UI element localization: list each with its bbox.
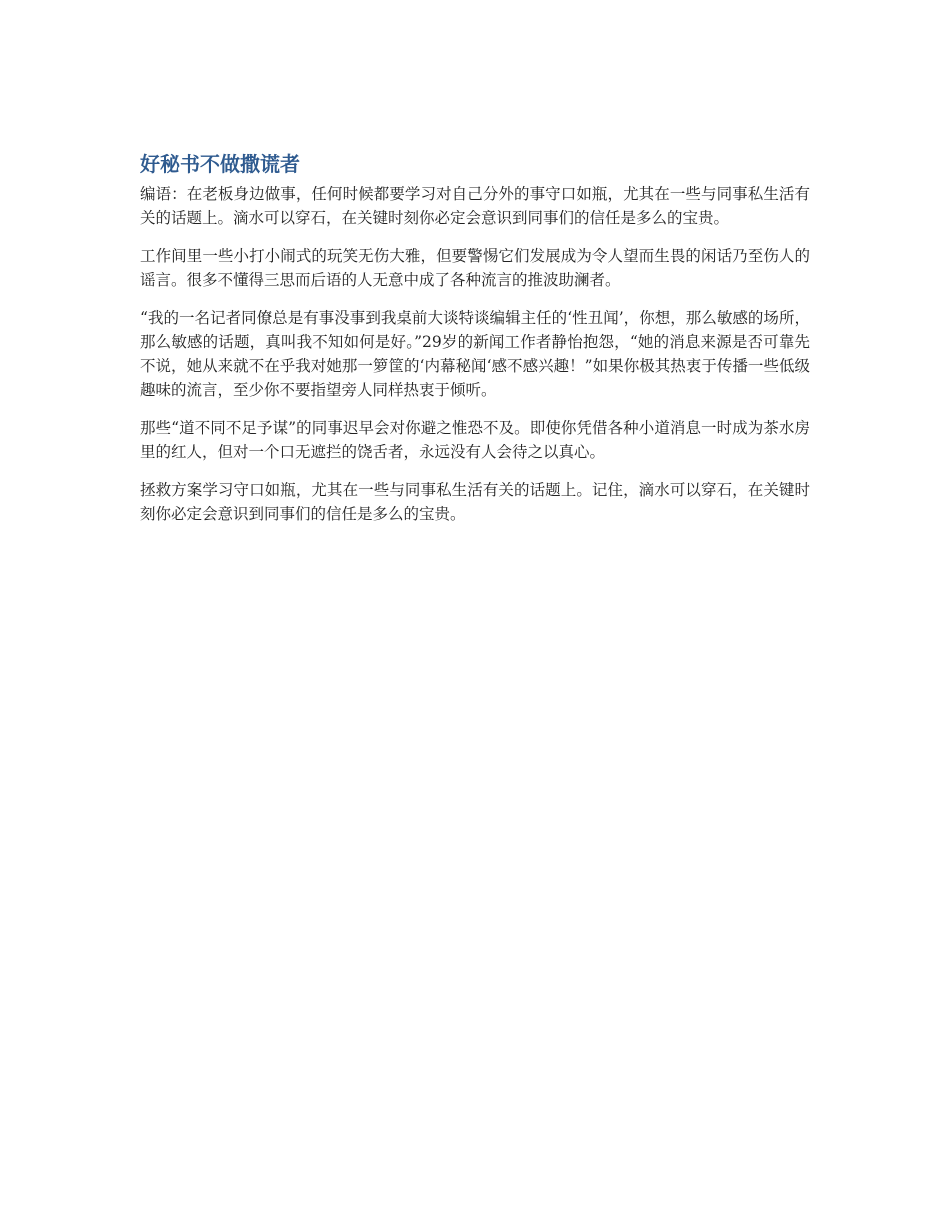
paragraph-quote: “我的一名记者同僚总是有事没事到我桌前大谈特谈编辑主任的‘性丑闻’，你想，那么敏感的场所，那么敏感的话题，真叫我不知如何是好。”29岁的新闻工作者静怡抱怨，“她的消息来源是否可靠先不说，她从来就不在乎我对她那一箩筐的‘内幕秘闻‘感不感兴趣！”如果你极其热衷于传播一些低级趣味的流言，至少你不要指望旁人同样热衷于倾听。: [140, 309, 811, 399]
paragraph-editor-note: 编语：在老板身边做事，任何时候都要学习对自己分外的事守口如瓶，尤其在一些与同事私生活有关的话题上。滴水可以穿石，在关键时刻你必定会意识到同事们的信任是多么的宝贵。: [140, 185, 810, 227]
document-body: [140, 150, 810, 540]
document-title: 好秘书不做撒谎者: [140, 152, 300, 176]
paragraph-consequence: 那些“道不同不足予谋”的同事迟早会对你避之惟恐不及。即使你凭借各种小道消息一时成为茶水房里的红人，但对一个口无遮拦的饶舌者，永远没有人会待之以真心。: [140, 419, 810, 461]
paragraph-solution: 拯救方案学习守口如瓶，尤其在一些与同事私生活有关的话题上。记住，滴水可以穿石，在关键时刻你必定会意识到同事们的信任是多么的宝贵。: [140, 481, 810, 523]
paragraph-workplace-jokes: 工作间里一些小打小闹式的玩笑无伤大雅，但要警惕它们发展成为令人望而生畏的闲话乃至伤人的谣言。很多不懂得三思而后语的人无意中成了各种流言的推波助澜者。: [140, 247, 810, 289]
